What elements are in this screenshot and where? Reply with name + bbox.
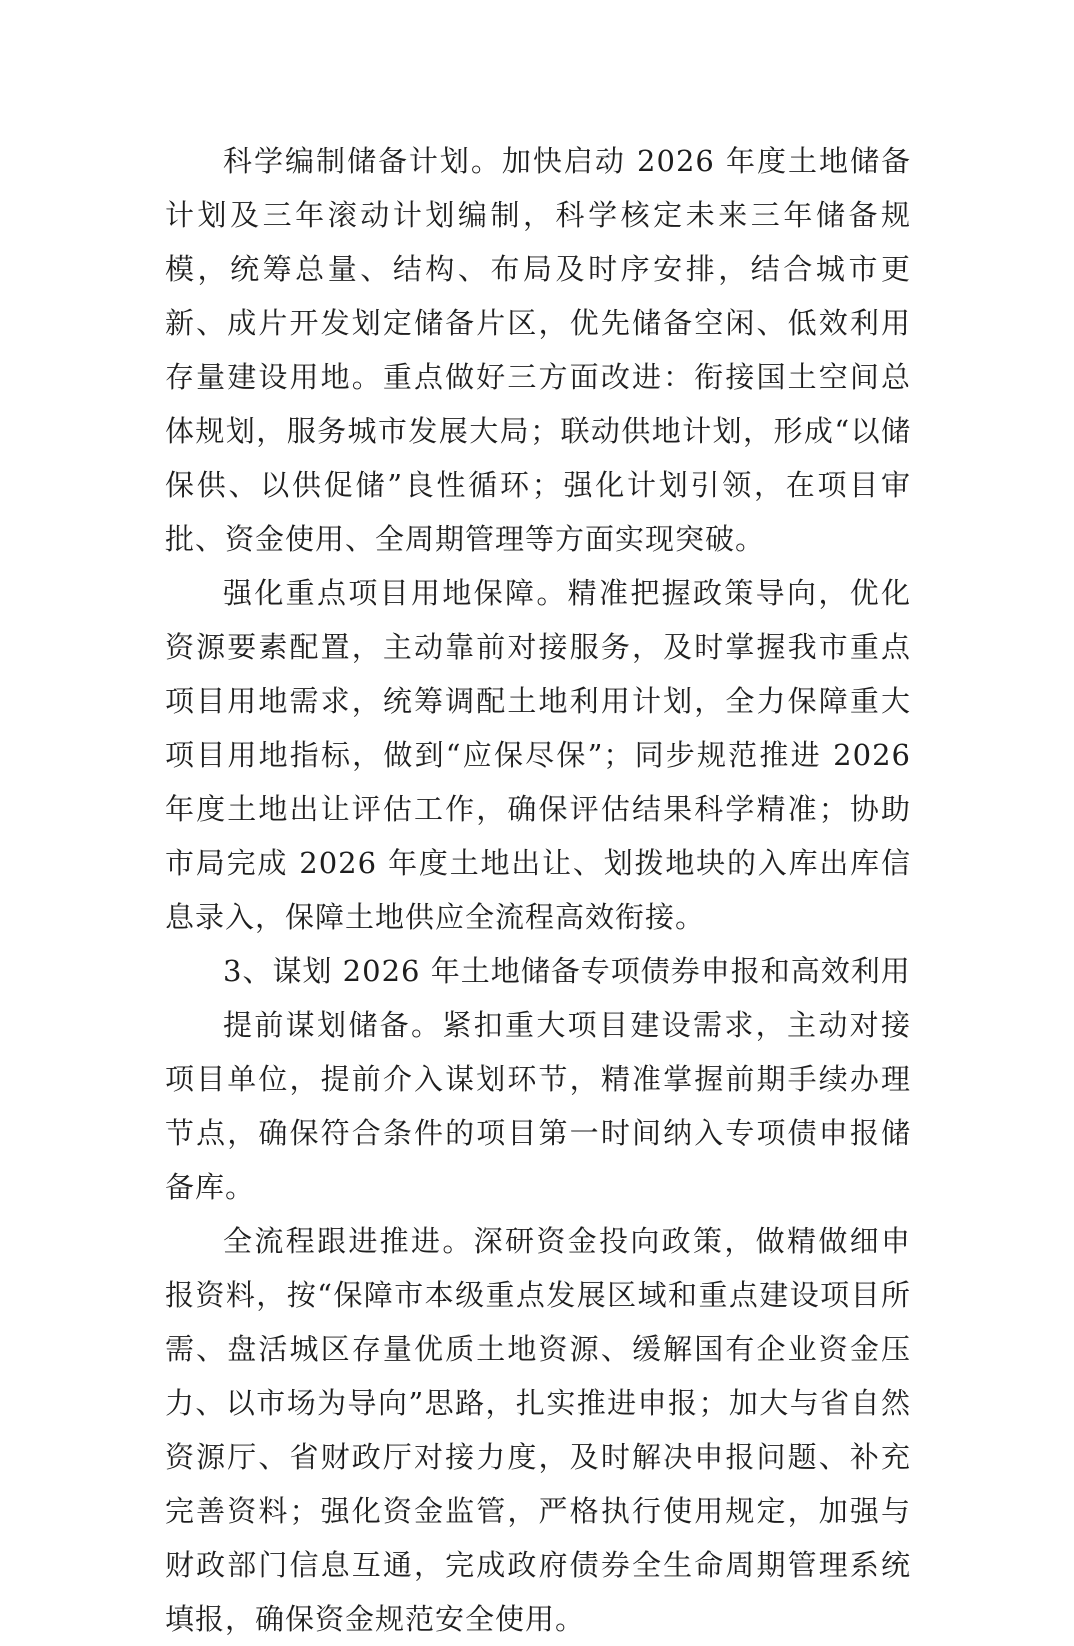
paragraph-advance-planning: 提前谋划储备。紧扣重大项目建设需求，主动对接项目单位，提前介入谋划环节，精准掌握前期手续办理节点，确保符合条件的项目第一时间纳入专项债申报储备库。	[165, 1008, 911, 1204]
section-heading-special-bonds: 3、谋划 2026 年土地储备专项债券申报和高效利用	[223, 954, 911, 988]
paragraph-storage-plan: 科学编制储备计划。加快启动 2026 年度土地储备计划及三年滚动计划编制，科学核定未来三年储备规模，统筹总量、结构、布局及时序安排，结合城市更新、成片开发划定储备片区，优先储备空闲、低效利用存量建设用地。重点做好三方面改进：衔接国土空间总体规划，服务城市发展大局；联动供地计划，形成“以储保供、以供促储”良性循环；强化计划引领，在项目审批、资金使用、全周期管理等方面实现突破。	[165, 144, 911, 556]
document-body	[165, 134, 911, 1646]
paragraph-land-guarantee: 强化重点项目用地保障。精准把握政策导向，优化资源要素配置，主动靠前对接服务，及时掌握我市重点项目用地需求，统筹调配土地利用计划，全力保障重大项目用地指标，做到“应保尽保”；同步规范推进 2026 年度土地出让评估工作，确保评估结果科学精准；协助市局完成 2026 年度土地出让、划拨地块的入库出库信息录入，保障土地供应全流程高效衔接。	[165, 576, 911, 934]
paragraph-full-process: 全流程跟进推进。深研资金投向政策，做精做细申报资料，按“保障市本级重点发展区域和重点建设项目所需、盘活城区存量优质土地资源、缓解国有企业资金压力、以市场为导向”思路，扎实推进申报；加大与省自然资源厅、省财政厅对接力度，及时解决申报问题、补充完善资料；强化资金监管，严格执行使用规定，加强与财政部门信息互通，完成政府债券全生命周期管理系统填报，确保资金规范安全使用。	[165, 1224, 911, 1636]
